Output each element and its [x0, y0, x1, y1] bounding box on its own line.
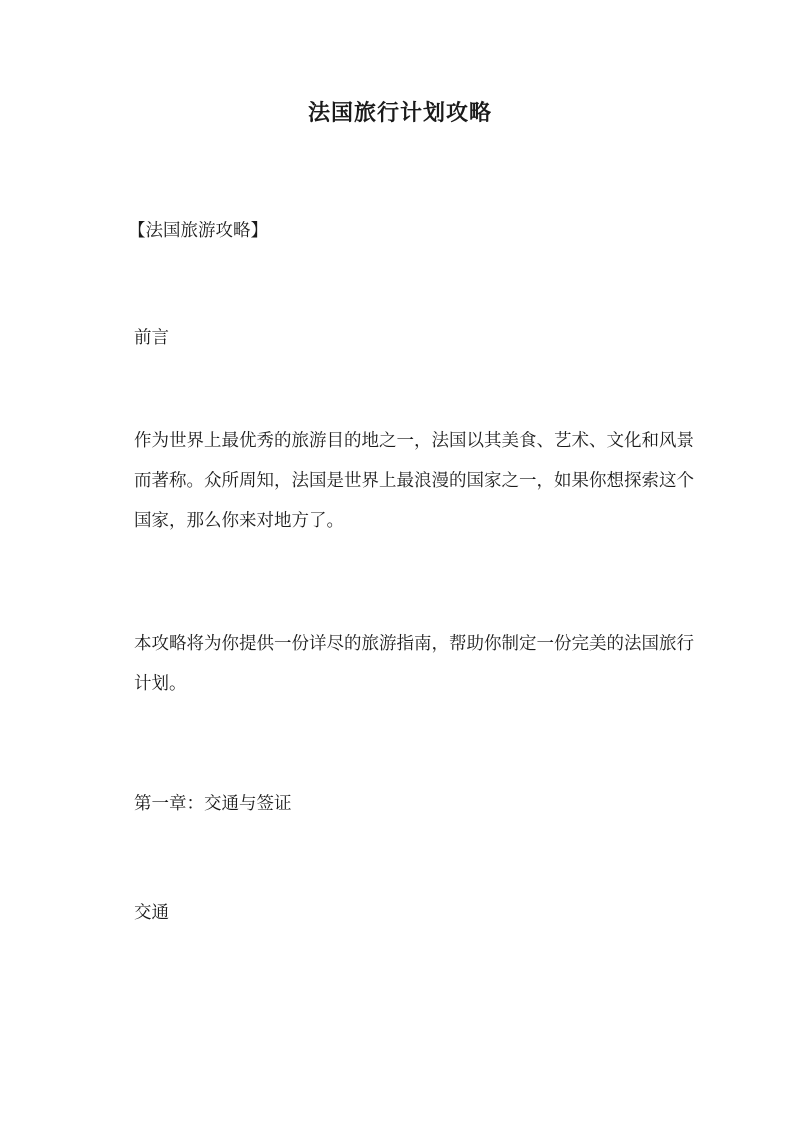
- preface-paragraph-1: 作为世界上最优秀的旅游目的地之一，法国以其美食、艺术、文化和风景而著称。众所周知，法国是世界上最浪漫的国家之一，如果你想探索这个国家，那么你来对地方了。: [134, 431, 694, 531]
- section-label: 【法国旅游攻略】: [128, 221, 268, 241]
- document-title: 法国旅行计划攻略: [307, 100, 492, 126]
- transport-subheading: 交通: [134, 903, 169, 923]
- chapter-1-heading: 第一章：交通与签证: [134, 794, 292, 814]
- preface-heading: 前言: [134, 328, 169, 348]
- preface-paragraph-2: 本攻略将为你提供一份详尽的旅游指南，帮助你制定一份完美的法国旅行计划。: [134, 634, 694, 694]
